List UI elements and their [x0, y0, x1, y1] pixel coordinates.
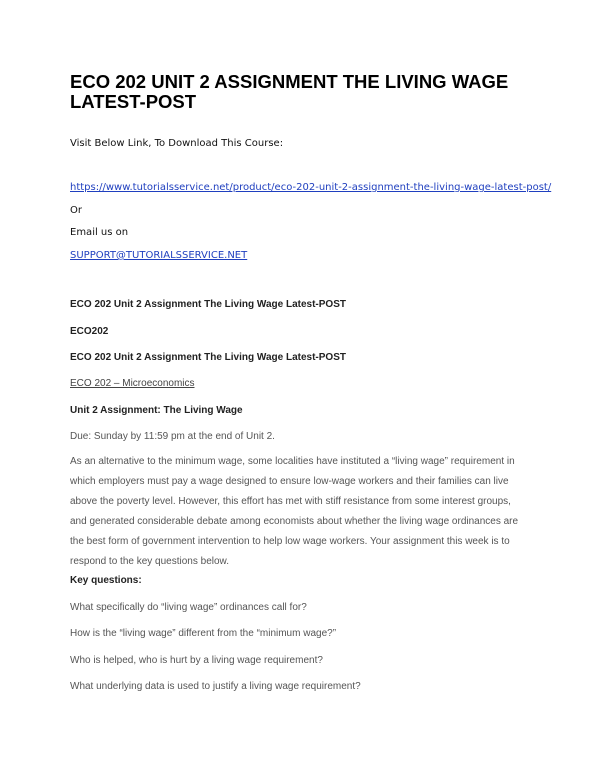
question-item: Who is helped, who is hurt by a living wage requirement? — [70, 655, 323, 666]
question-item: How is the “living wage” different from the “minimum wage?” — [70, 628, 337, 639]
or-text: Or — [70, 205, 82, 216]
heading-1: ECO 202 Unit 2 Assignment The Living Wage Latest-POST — [70, 299, 346, 310]
key-questions-label: Key questions: — [70, 575, 142, 586]
due-date: Due: Sunday by 11:59 pm at the end of Unit 2. — [70, 431, 275, 442]
document-title: ECO 202 UNIT 2 ASSIGNMENT THE LIVING WAGE LATEST-POST — [70, 71, 509, 112]
visit-text: Visit Below Link, To Download This Course: — [70, 138, 284, 149]
email-text: Email us on — [70, 227, 129, 238]
course-name-link[interactable]: ECO 202 – Microeconomics — [70, 378, 195, 389]
heading-2: ECO 202 Unit 2 Assignment The Living Wage Latest-POST — [70, 352, 346, 363]
question-item: What specifically do “living wage” ordinances call for? — [70, 602, 307, 613]
course-link[interactable]: https://www.tutorialsservice.net/product/eco-202-unit-2-assignment-the-living-wage-latest-post/ — [70, 182, 552, 193]
support-email-link[interactable]: SUPPORT@TUTORIALSSERVICE.NET — [70, 250, 248, 261]
course-code: ECO202 — [70, 326, 109, 337]
assignment-title: Unit 2 Assignment: The Living Wage — [70, 405, 243, 416]
assignment-paragraph: As an alternative to the minimum wage, some localities have instituted a “living wage” requirement in which employers must pay a wage designed to ensure low-wage workers and their families can live above the poverty level. However, this effort has met with stiff resistance from some interest groups, and generated considerable debate among economists about whether the living wage ordinances are the best form of government intervention to help low wage workers. Your assignment this week is to respond to the key questions below. — [70, 456, 519, 567]
question-item: What underlying data is used to justify a living wage requirement? — [70, 681, 361, 692]
